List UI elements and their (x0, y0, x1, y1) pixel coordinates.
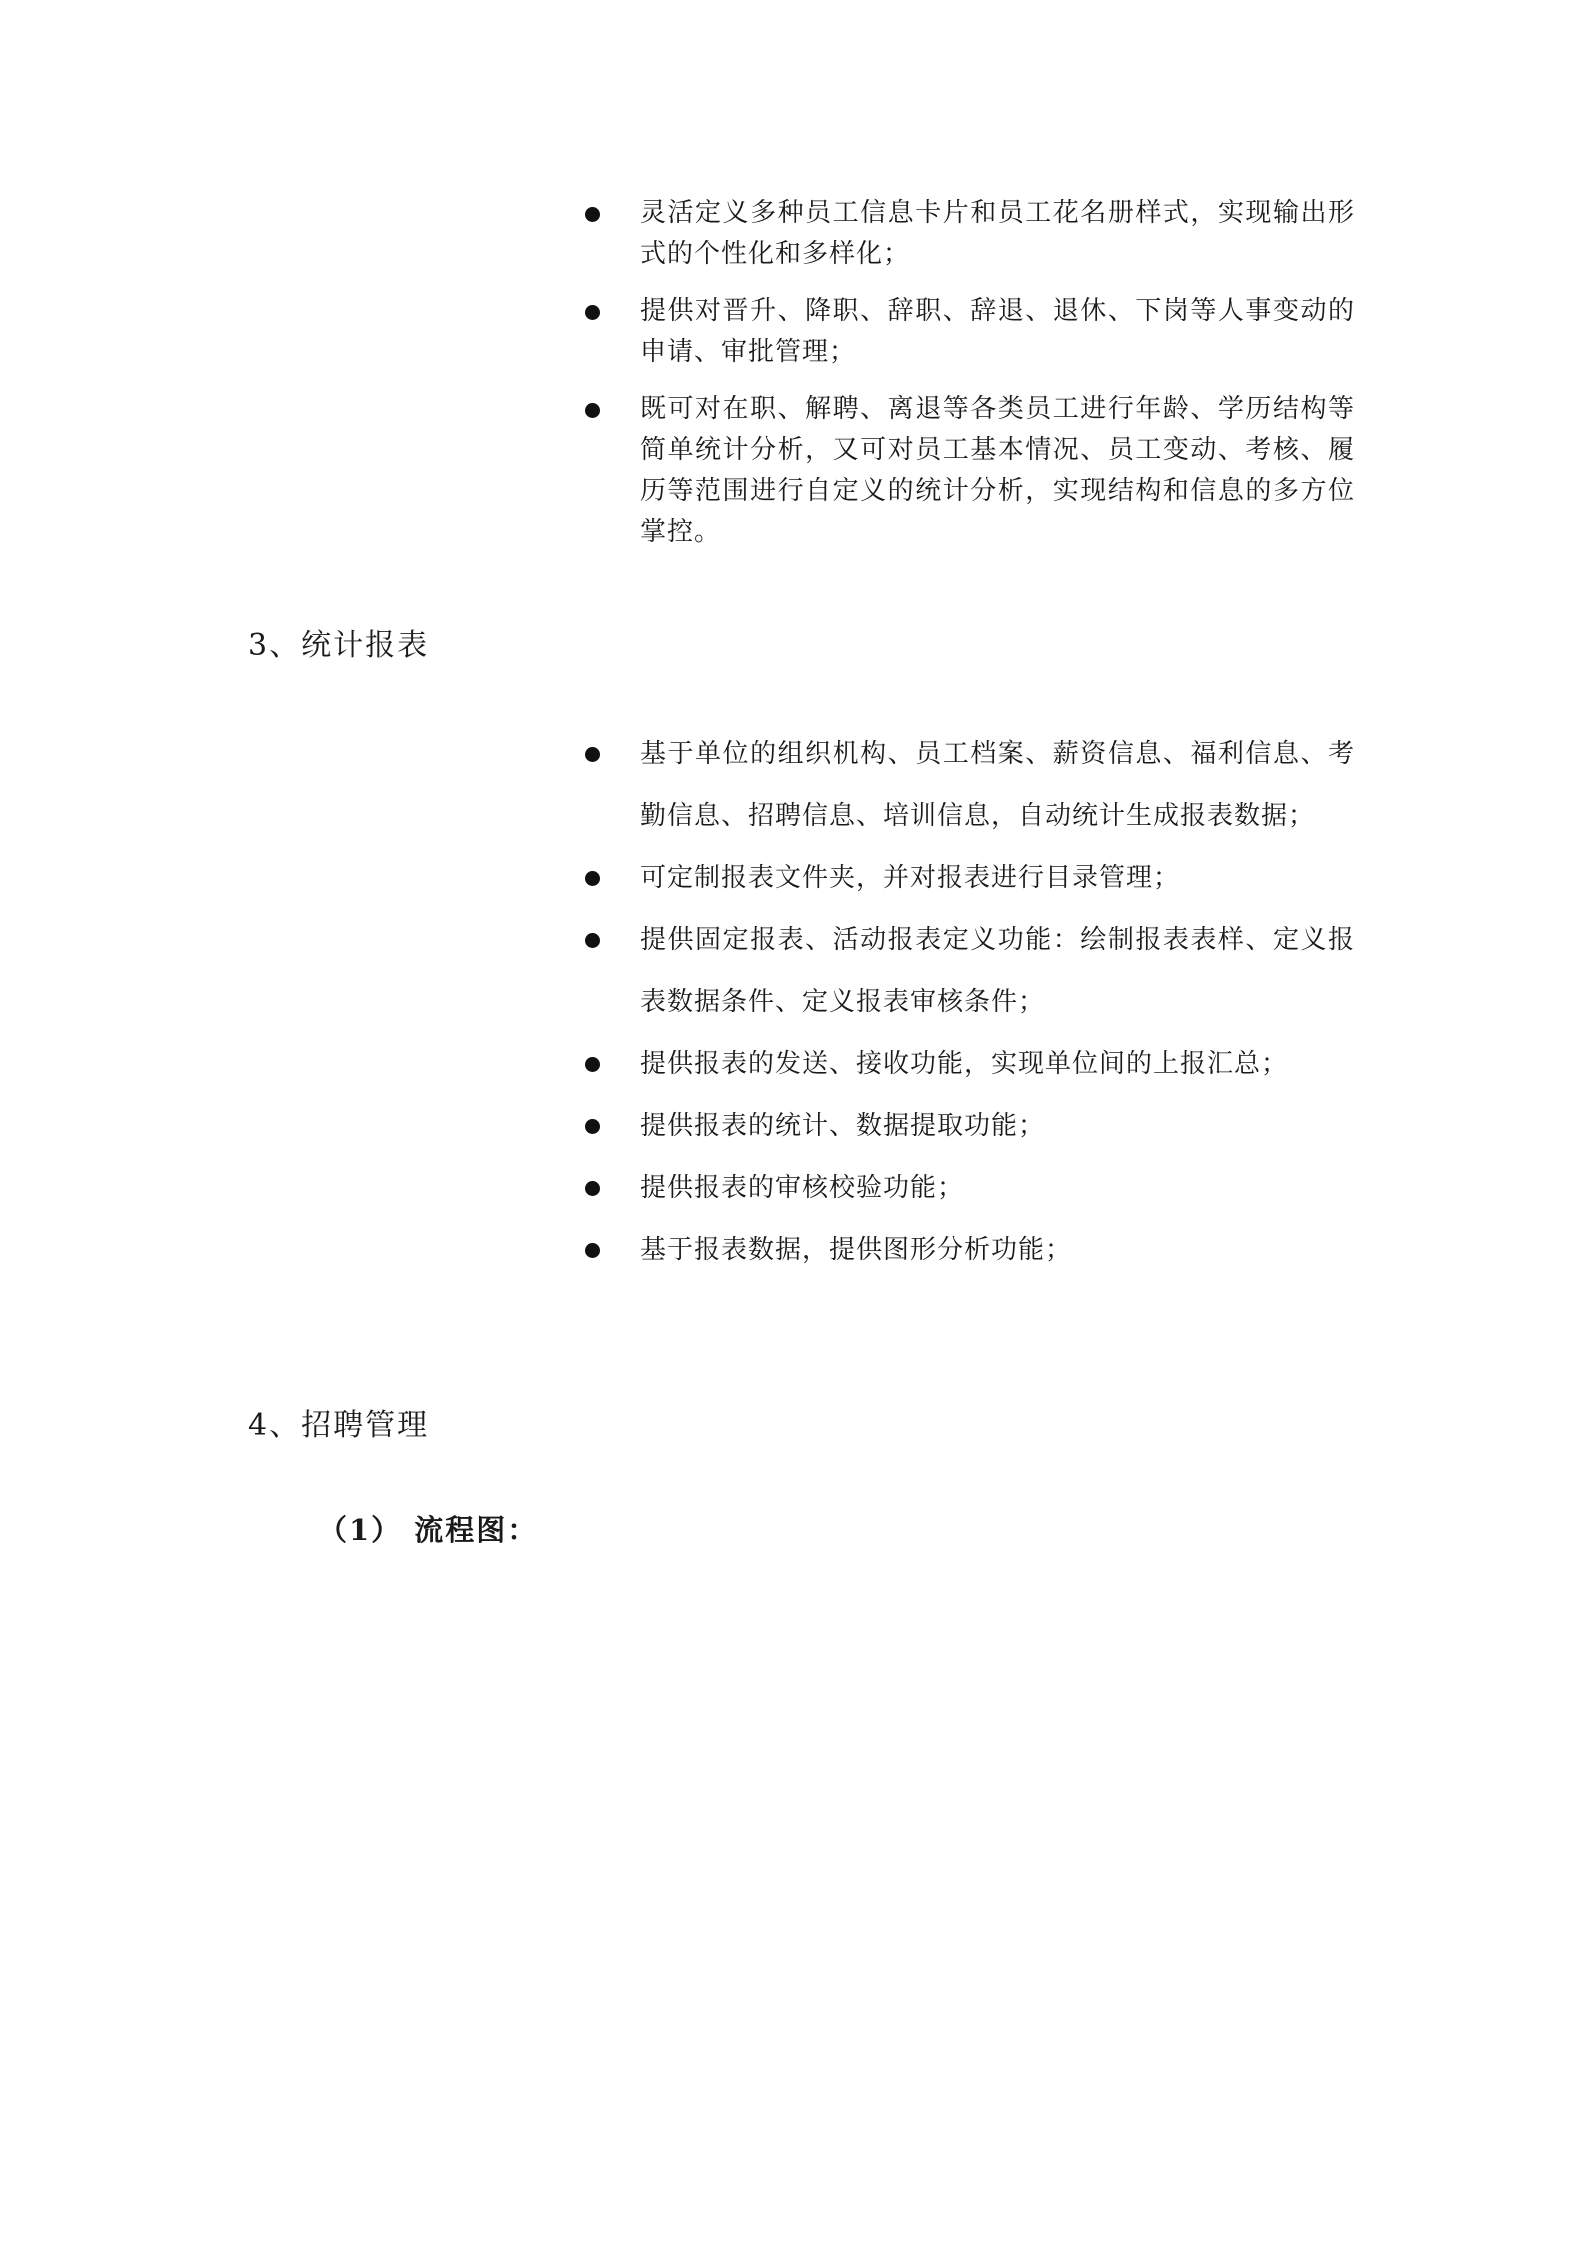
list-item (585, 723, 1355, 847)
list-item-text: 基于单位的组织机构、员工档案、薪资信息、福利信息、考勤信息、招聘信息、培训信息，自动统计生成报表数据； (640, 739, 1355, 831)
list-item (585, 1157, 1355, 1219)
section-heading-statistics-reports: 3、统计报表 (248, 628, 430, 663)
bullet-dot-icon (585, 403, 600, 418)
list-item-text: 基于报表数据，提供图形分析功能； (640, 1235, 1073, 1265)
section-heading-recruitment: 4、招聘管理 (248, 1408, 430, 1443)
list-item-text: 提供报表的发送、接收功能，实现单位间的上报汇总； (640, 1049, 1289, 1079)
subheading-flowchart: （1） 流程图： (318, 1513, 539, 1547)
list-item (585, 909, 1355, 1033)
bullet-dot-icon (585, 1119, 600, 1134)
list-item-text: 提供对晋升、降职、辞职、辞退、退休、下岗等人事变动的申请、审批管理； (640, 296, 1355, 367)
bullet-dot-icon (585, 871, 600, 886)
list-item (585, 847, 1355, 909)
feature-list-personnel (585, 193, 1355, 569)
bullet-dot-icon (585, 305, 600, 320)
bullet-dot-icon (585, 1243, 600, 1258)
list-item (585, 1033, 1355, 1095)
list-item-text: 既可对在职、解聘、离退等各类员工进行年龄、学历结构等简单统计分析，又可对员工基本情况、员工变动、考核、履历等范围进行自定义的统计分析，实现结构和信息的多方位掌控。 (640, 394, 1355, 547)
bullet-dot-icon (585, 933, 600, 948)
list-item (585, 1219, 1355, 1281)
bullet-dot-icon (585, 747, 600, 762)
list-item (585, 291, 1355, 373)
list-item-text: 提供固定报表、活动报表定义功能：绘制报表表样、定义报表数据条件、定义报表审核条件； (640, 925, 1355, 1017)
feature-list-statistics-reports (585, 723, 1355, 1281)
list-item-text: 提供报表的统计、数据提取功能； (640, 1111, 1046, 1141)
bullet-dot-icon (585, 1181, 600, 1196)
list-item (585, 193, 1355, 275)
list-item-text: 可定制报表文件夹，并对报表进行目录管理； (640, 863, 1181, 893)
bullet-dot-icon (585, 1057, 600, 1072)
list-item (585, 389, 1355, 553)
list-item-text: 提供报表的审核校验功能； (640, 1173, 965, 1203)
list-item (585, 1095, 1355, 1157)
bullet-dot-icon (585, 207, 600, 222)
list-item-text: 灵活定义多种员工信息卡片和员工花名册样式，实现输出形式的个性化和多样化； (640, 198, 1355, 269)
